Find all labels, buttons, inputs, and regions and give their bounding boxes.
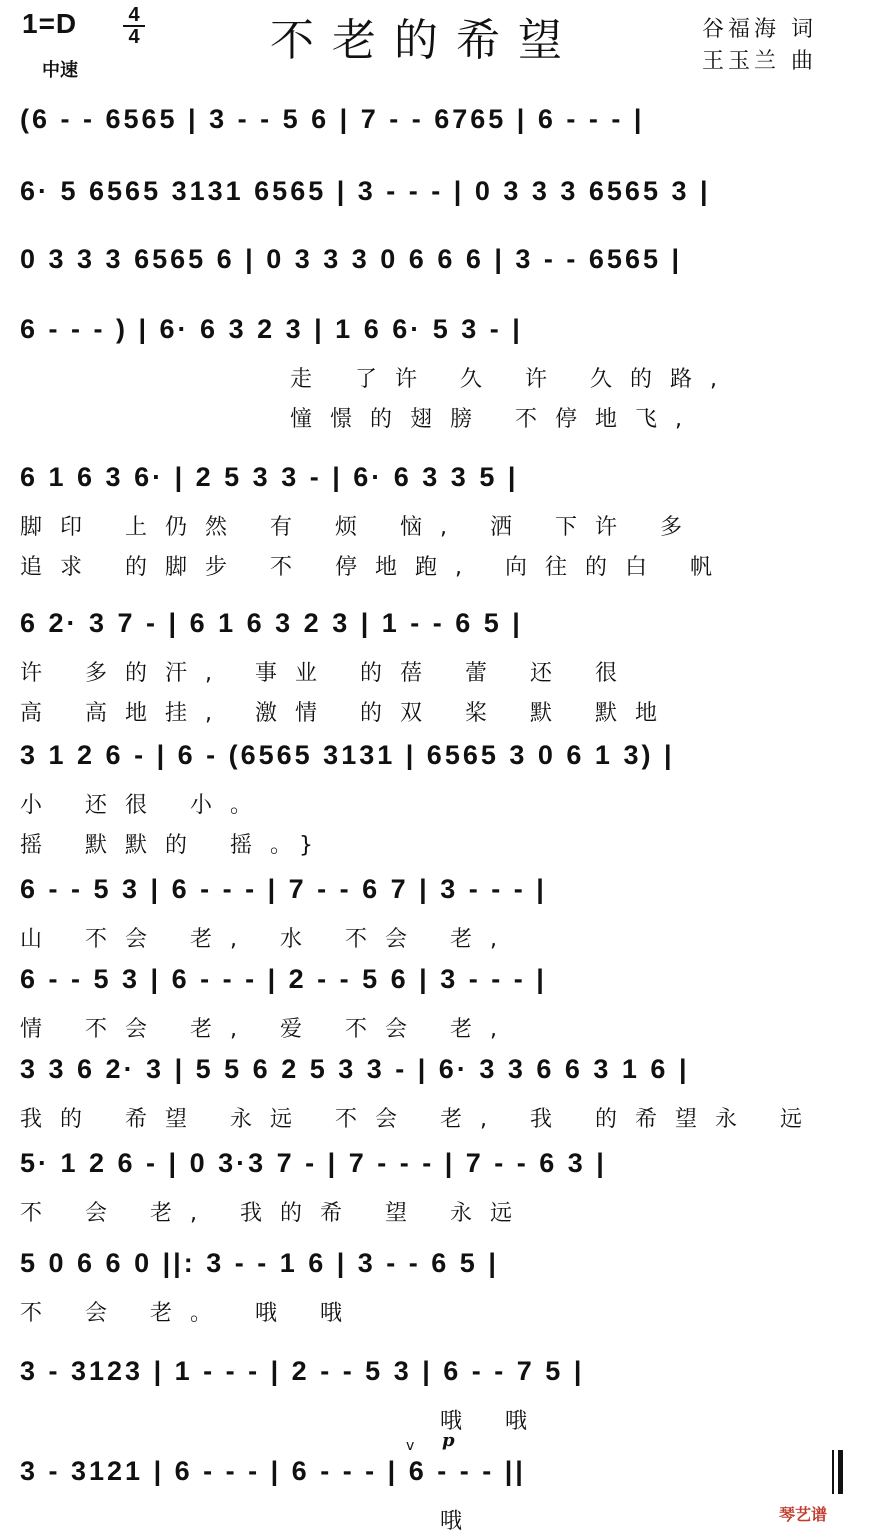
final-barline (832, 1450, 840, 1494)
key-signature: 1=D (22, 8, 78, 39)
lyric-verse-2: 摇 默默的 摇。} (20, 833, 331, 858)
notation-line: 3 1 2 6 - | 6 - (6565 3131 | 6565 3 0 6 1 3) | (20, 740, 675, 770)
lyric-verse-1: 我的 希望 永远 不会 老, 我 的希望永 远 (20, 1107, 820, 1132)
meter-bottom: 4 (128, 26, 140, 48)
lyric-verse-1: 走 了许 久 许 久的路, (290, 367, 735, 392)
notation-line: 6· 5 6565 3131 6565 | 3 - - - | 0 3 3 3 6565 3 | (20, 176, 711, 206)
composer-credit: 王玉兰 曲 (702, 49, 817, 74)
breath-mark: v (406, 1438, 415, 1454)
lyric-verse-2: 高 高地挂, 激情 的双 桨 默 默地 (20, 701, 675, 726)
notation-line: 3 - 3123 | 1 - - - | 2 - - 5 3 | 6 - - 7 5 | (20, 1356, 585, 1386)
song-title: 不老的希望 (270, 15, 580, 66)
notation-line: 3 3 6 2· 3 | 5 5 6 2 5 3 3 - | 6· 3 3 6 6 3 1 6 | (20, 1054, 690, 1084)
lyric-verse-1: 许 多的汗, 事业 的蓓 蕾 还 很 (20, 661, 635, 686)
notation-line: 3 - 3121 | 6 - - - | 6 - - - | 6 - - - || (20, 1456, 526, 1486)
lyric-verse-1: 脚印 上仍然 有 烦 恼, 洒 下许 多 (20, 515, 700, 540)
lyric-verse-1: 情 不会 老, 爱 不会 老, (20, 1017, 515, 1042)
watermark-logo: 琴艺谱 (778, 1505, 827, 1524)
tempo-marking: 中速 (42, 60, 78, 81)
lyric-verse-2: 憧憬的翅膀 不停地飞, (290, 407, 700, 432)
lyric-verse-2: 追求 的脚步 不 停地跑, 向往的白 帆 (20, 555, 730, 580)
dynamic-marking: p (442, 1430, 455, 1451)
meter-top: 4 (128, 4, 140, 26)
lyric-verse-1: 山 不会 老, 水 不会 老, (20, 927, 515, 952)
notation-line: 6 - - 5 3 | 6 - - - | 2 - - 5 6 | 3 - - - | (20, 964, 547, 994)
lyric-verse-1: 哦 (440, 1509, 481, 1534)
time-signature (123, 6, 145, 46)
lyric-verse-1: 不 会 老, 我的希 望 永远 (20, 1201, 530, 1226)
notation-line: 5 0 6 6 0 ||: 3 - - 1 6 | 3 - - 6 5 | (20, 1248, 499, 1278)
notation-line: 5· 1 2 6 - | 0 3·3 7 - | 7 - - - | 7 - - 6 3 | (20, 1148, 607, 1178)
lyric-verse-1: 不 会 老。 哦 哦 (20, 1301, 360, 1326)
notation-line: 6 - - 5 3 | 6 - - - | 7 - - 6 7 | 3 - - - | (20, 874, 547, 904)
notation-line: 6 1 6 3 6· | 2 5 3 3 - | 6· 6 3 3 5 | (20, 462, 519, 492)
notation-line: (6 - - 6565 | 3 - - 5 6 | 7 - - 6765 | 6 - - - | (20, 104, 645, 134)
lyric-verse-1: 哦 哦 (440, 1409, 545, 1434)
lyric-verse-1: 小 还很 小。 (20, 793, 270, 818)
lyricist-credit: 谷福海 词 (702, 17, 817, 42)
notation-line: 6 2· 3 7 - | 6 1 6 3 2 3 | 1 - - 6 5 | (20, 608, 523, 638)
notation-line: 6 - - - ) | 6· 6 3 2 3 | 1 6 6· 5 3 - | (20, 314, 523, 344)
notation-line: 0 3 3 3 6565 6 | 0 3 3 3 0 6 6 6 | 3 - - 6565 | (20, 244, 683, 274)
